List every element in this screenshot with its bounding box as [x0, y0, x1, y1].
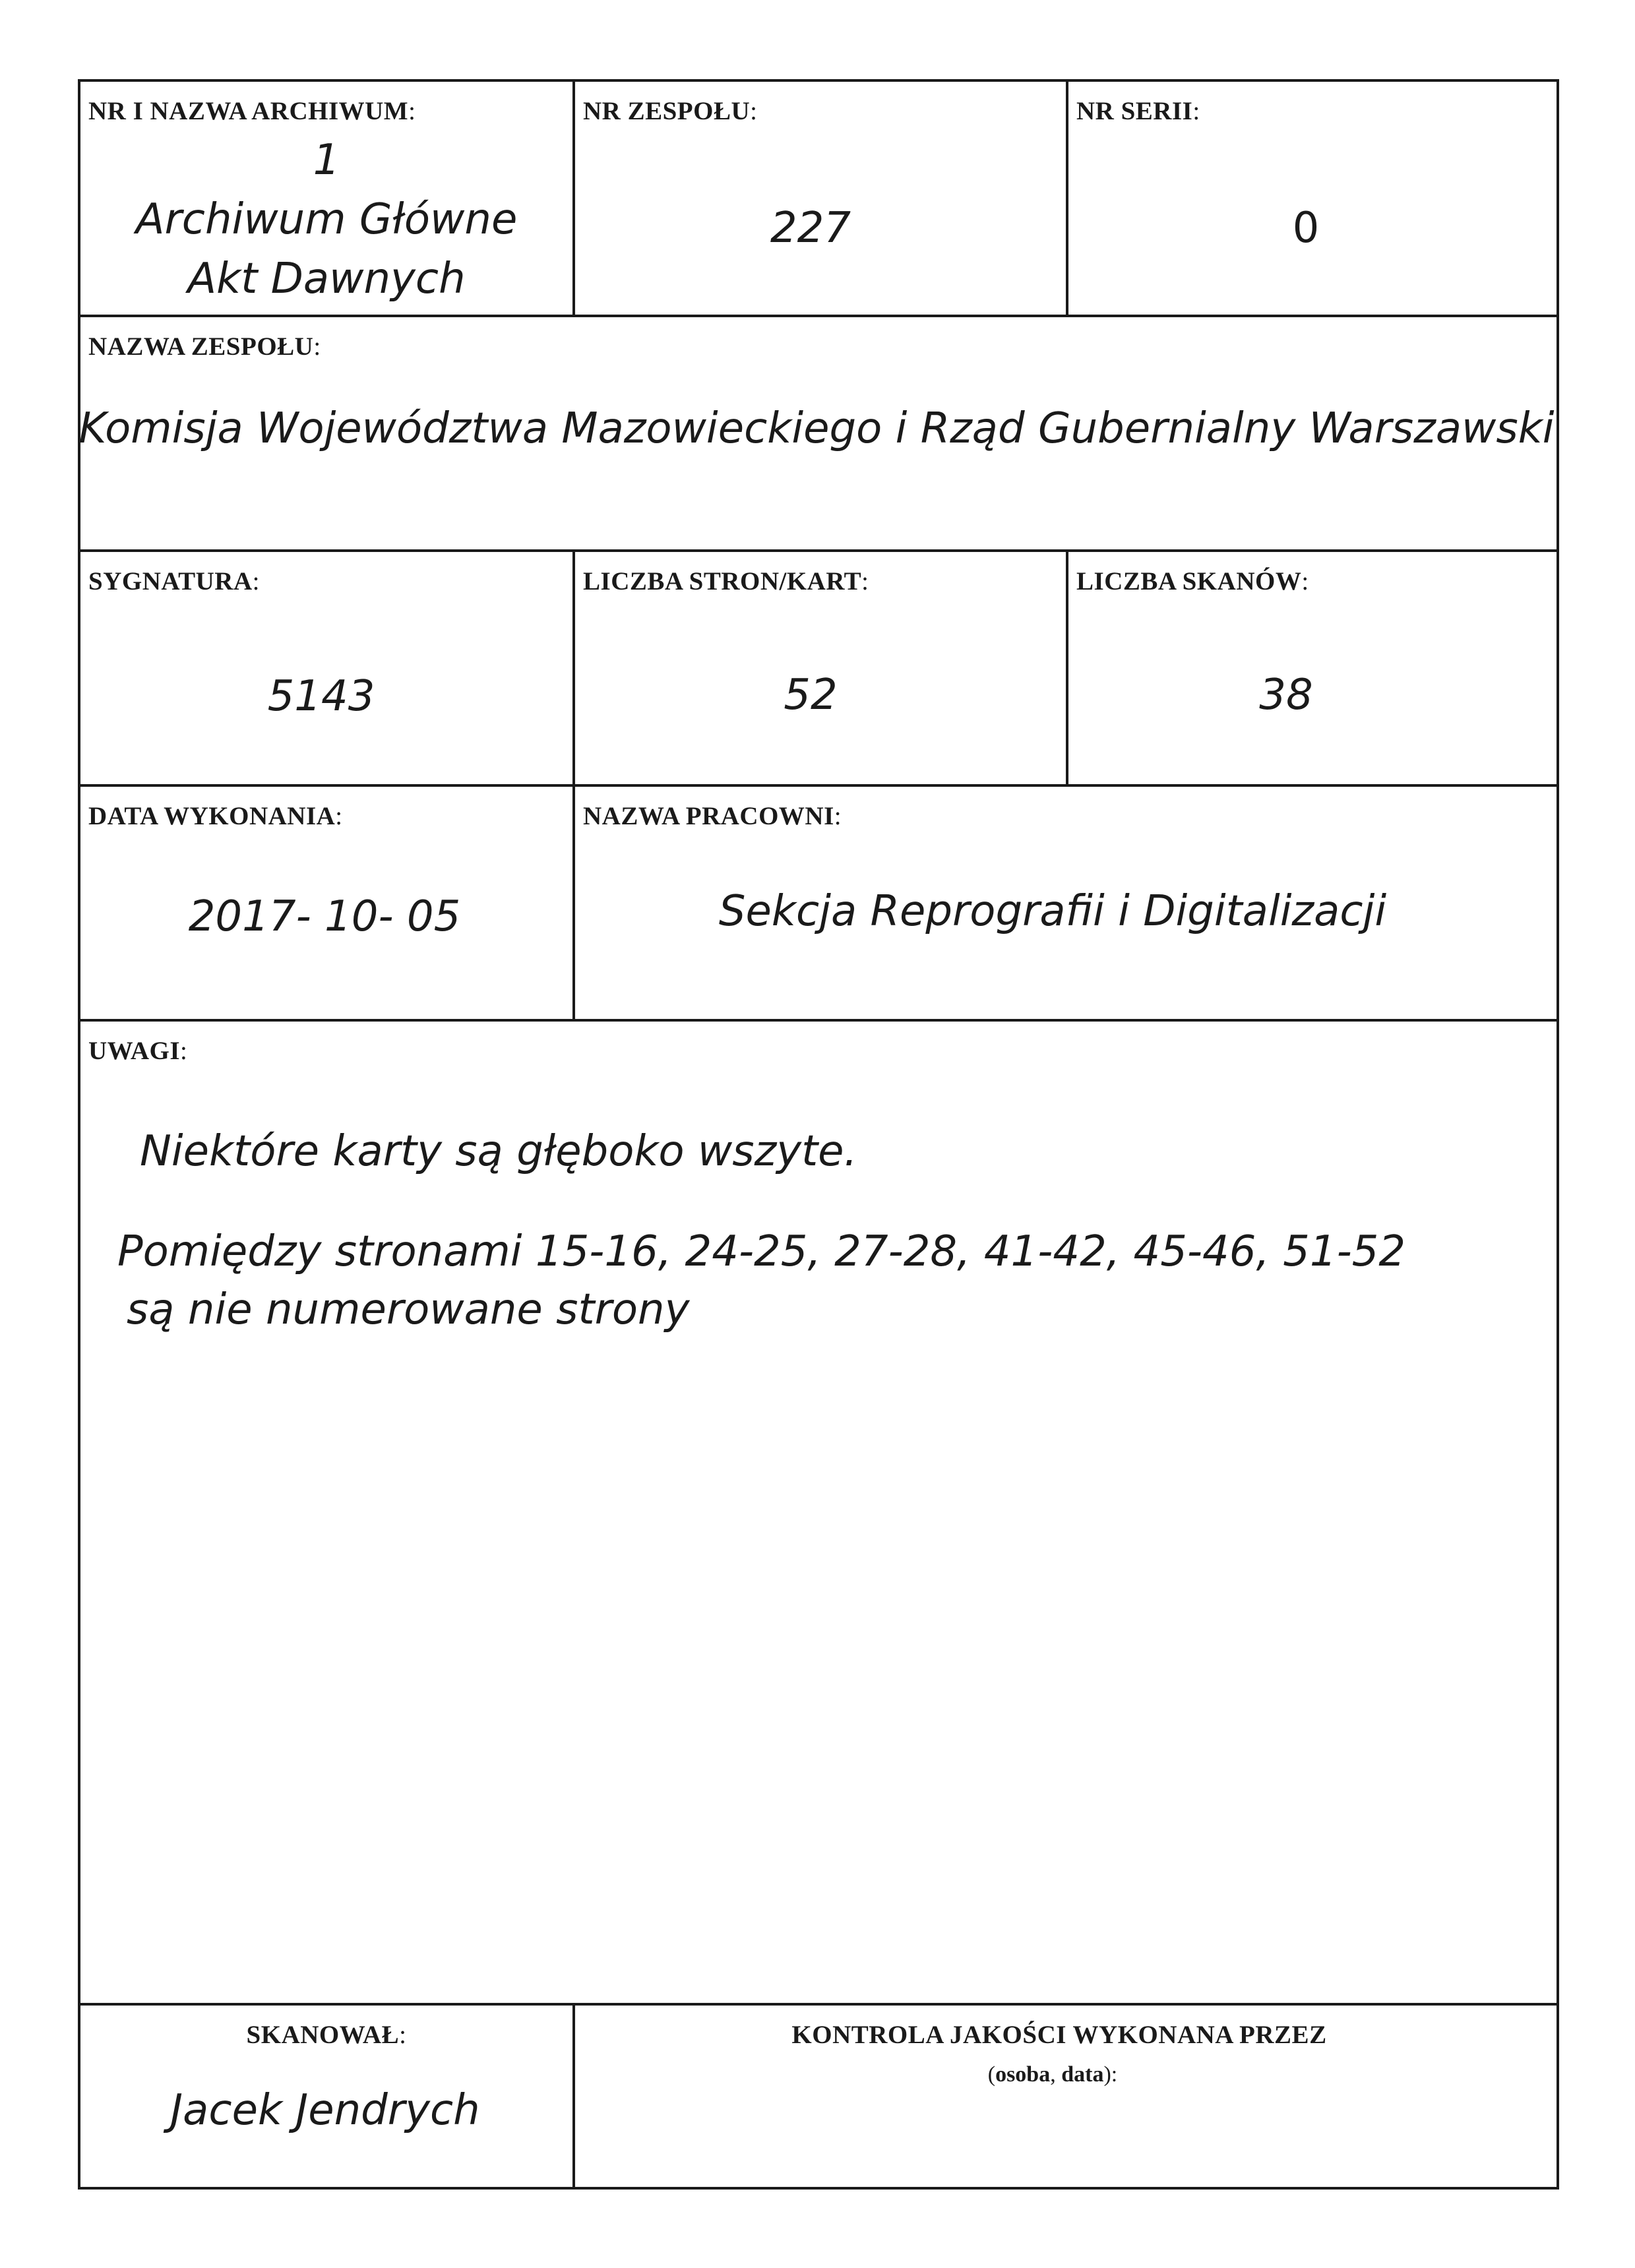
row-counts — [80, 552, 1557, 787]
execution-date-value: 2017- 10- 05 — [188, 892, 461, 941]
scanned-by-label: SKANOWAŁ: — [246, 2021, 407, 2049]
cell-fonds-number — [575, 82, 1068, 315]
remarks-line1: Niektóre karty są głęboko wszyte. — [140, 1127, 857, 1176]
page-count-value: 52 — [784, 671, 838, 720]
fonds-name-value: Komisja Województwa Mazowieckiego i Rząd Gubernialny Warszawski — [78, 404, 1555, 453]
scan-count-label: LICZBA SKANÓW: — [1076, 567, 1309, 596]
cell-signature — [80, 552, 575, 784]
signature-label: SYGNATURA: — [88, 567, 260, 596]
cell-series-number — [1068, 82, 1557, 315]
series-number-value: 0 — [1292, 204, 1320, 253]
row-date-workshop — [80, 787, 1557, 1022]
cell-page-count — [575, 552, 1068, 784]
cell-workshop — [575, 787, 1557, 1019]
execution-date-label: DATA WYKONANIA: — [88, 802, 343, 830]
row-archive — [80, 82, 1557, 317]
row-signoff — [80, 2006, 1557, 2187]
scanned-by-value: Jacek Jendrych — [170, 2086, 480, 2135]
fonds-number-value: 227 — [770, 204, 851, 253]
quality-control-subtitle: (osoba, data): — [987, 2062, 1118, 2087]
fonds-number-label: NR ZESPOŁU: — [583, 97, 758, 125]
workshop-value: Sekcja Reprografii i Digitalizacji — [718, 887, 1387, 936]
cell-scanned-by — [80, 2006, 575, 2187]
cell-fonds-name — [80, 317, 1557, 549]
archive-label: NR I NAZWA ARCHIWUM: — [88, 97, 416, 125]
row-remarks — [80, 1022, 1557, 2006]
cell-execution-date — [80, 787, 575, 1019]
signature-value: 5143 — [267, 672, 375, 721]
page-count-label: LICZBA STRON/KART: — [583, 567, 869, 596]
remarks-label: UWAGI: — [88, 1037, 188, 1065]
cell-scan-count — [1068, 552, 1557, 784]
row-fonds-name — [80, 317, 1557, 552]
archive-number: 1 — [313, 136, 340, 185]
series-number-label: NR SERII: — [1076, 97, 1200, 125]
fonds-name-label: NAZWA ZESPOŁU: — [88, 332, 321, 361]
metadata-form — [78, 79, 1559, 2190]
remarks-line3: są nie numerowane strony — [127, 1285, 690, 1334]
workshop-label: NAZWA PRACOWNI: — [583, 802, 842, 830]
scan-count-value: 38 — [1259, 671, 1313, 720]
archive-name-line1: Archiwum Główne — [135, 195, 518, 244]
cell-quality-control — [575, 2006, 1557, 2187]
remarks-line2: Pomiędzy stronami 15-16, 24-25, 27-28, 41-42, 45-46, 51-52 — [117, 1227, 1406, 1276]
quality-control-label: KONTROLA JAKOŚCI WYKONANA PRZEZ — [791, 2021, 1327, 2049]
archive-name-line2: Akt Dawnych — [187, 255, 466, 303]
cell-archive — [80, 82, 575, 315]
cell-remarks — [80, 1022, 1557, 2003]
